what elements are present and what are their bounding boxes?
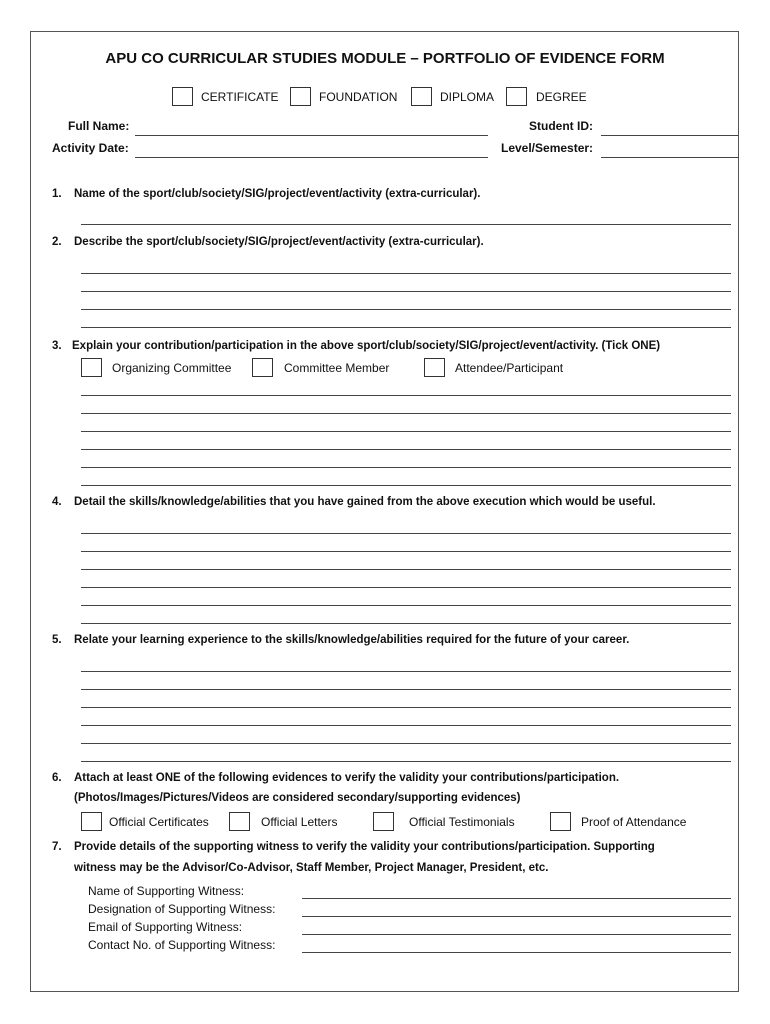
answer-line[interactable]: [81, 623, 731, 624]
answer-line[interactable]: [81, 327, 731, 328]
diploma-label: DIPLOMA: [440, 90, 495, 104]
question-2-number: 2.: [52, 236, 62, 248]
official-letters-label: Official Letters: [261, 815, 338, 829]
answer-line[interactable]: [81, 413, 731, 414]
answer-line[interactable]: [81, 533, 731, 534]
witness-name-field[interactable]: [302, 898, 731, 899]
official-certificates-label: Official Certificates: [109, 815, 209, 829]
question-2-text: Describe the sport/club/society/SIG/project/event/activity (extra-curricular).: [74, 236, 484, 248]
question-6-note: (Photos/Images/Pictures/Videos are considered secondary/supporting evidences): [74, 792, 521, 804]
committee-member-checkbox[interactable]: [252, 358, 273, 377]
activity-date-field[interactable]: [135, 157, 488, 158]
question-4-text: Detail the skills/knowledge/abilities that you have gained from the above execution which would be useful.: [74, 496, 656, 508]
full-name-label: Full Name:: [68, 119, 130, 133]
answer-line[interactable]: [81, 485, 731, 486]
answer-line[interactable]: [81, 587, 731, 588]
witness-designation-label: Designation of Supporting Witness:: [88, 902, 276, 916]
witness-email-label: Email of Supporting Witness:: [88, 920, 243, 934]
foundation-checkbox[interactable]: [290, 87, 311, 106]
answer-line[interactable]: [81, 224, 731, 225]
attendee-participant-checkbox[interactable]: [424, 358, 445, 377]
witness-designation-field[interactable]: [302, 916, 731, 917]
official-testimonials-checkbox[interactable]: [373, 812, 394, 831]
question-3-text: Explain your contribution/participation in the above sport/club/society/SIG/project/event/activity. (Tick ONE): [72, 340, 661, 352]
answer-line[interactable]: [81, 605, 731, 606]
answer-line[interactable]: [81, 689, 731, 690]
answer-line[interactable]: [81, 431, 731, 432]
answer-line[interactable]: [81, 467, 731, 468]
question-6-text: Attach at least ONE of the following evidences to verify the validity your contributions/participation.: [74, 772, 620, 784]
answer-line[interactable]: [81, 449, 731, 450]
diploma-checkbox[interactable]: [411, 87, 432, 106]
question-5-text: Relate your learning experience to the skills/knowledge/abilities required for the future of your career.: [74, 634, 630, 646]
witness-contact-field[interactable]: [302, 952, 731, 953]
level-semester-field[interactable]: [601, 157, 739, 158]
degree-checkbox[interactable]: [506, 87, 527, 106]
answer-line[interactable]: [81, 707, 731, 708]
question-6-number: 6.: [52, 772, 62, 784]
answer-line[interactable]: [81, 273, 731, 274]
committee-member-label: Committee Member: [284, 361, 390, 375]
activity-date-label: Activity Date:: [52, 141, 129, 155]
student-id-label: Student ID:: [529, 119, 593, 133]
witness-email-field[interactable]: [302, 934, 731, 935]
proof-of-attendance-checkbox[interactable]: [550, 812, 571, 831]
organizing-committee-checkbox[interactable]: [81, 358, 102, 377]
answer-line[interactable]: [81, 725, 731, 726]
answer-line[interactable]: [81, 551, 731, 552]
answer-line[interactable]: [81, 671, 731, 672]
answer-line[interactable]: [81, 309, 731, 310]
official-letters-checkbox[interactable]: [229, 812, 250, 831]
organizing-committee-label: Organizing Committee: [112, 361, 232, 375]
question-3-number: 3.: [52, 340, 62, 352]
question-7-number: 7.: [52, 841, 62, 853]
certificate-checkbox[interactable]: [172, 87, 193, 106]
question-4-number: 4.: [52, 496, 62, 508]
level-semester-label: Level/Semester:: [501, 141, 594, 155]
witness-name-label: Name of Supporting Witness:: [88, 884, 245, 898]
form-title: APU CO CURRICULAR STUDIES MODULE – PORTFOLIO OF EVIDENCE FORM: [105, 50, 665, 67]
official-testimonials-label: Official Testimonials: [409, 815, 515, 829]
answer-line[interactable]: [81, 743, 731, 744]
answer-line[interactable]: [81, 761, 731, 762]
certificate-label: CERTIFICATE: [201, 90, 279, 104]
question-1-number: 1.: [52, 188, 62, 200]
answer-line[interactable]: [81, 395, 731, 396]
official-certificates-checkbox[interactable]: [81, 812, 102, 831]
attendee-participant-label: Attendee/Participant: [455, 361, 564, 375]
question-7-text: Provide details of the supporting witness to verify the validity your contributions/participation. Supporting: [74, 841, 655, 853]
full-name-field[interactable]: [135, 135, 488, 136]
question-5-number: 5.: [52, 634, 62, 646]
degree-label: DEGREE: [536, 90, 587, 104]
answer-line[interactable]: [81, 569, 731, 570]
proof-of-attendance-label: Proof of Attendance: [581, 815, 687, 829]
question-1-text: Name of the sport/club/society/SIG/project/event/activity (extra-curricular).: [74, 188, 481, 200]
witness-contact-label: Contact No. of Supporting Witness:: [88, 938, 276, 952]
question-7-note: witness may be the Advisor/Co-Advisor, Staff Member, Project Manager, President, etc.: [74, 862, 549, 874]
answer-line[interactable]: [81, 291, 731, 292]
foundation-label: FOUNDATION: [319, 90, 398, 104]
student-id-field[interactable]: [601, 135, 739, 136]
